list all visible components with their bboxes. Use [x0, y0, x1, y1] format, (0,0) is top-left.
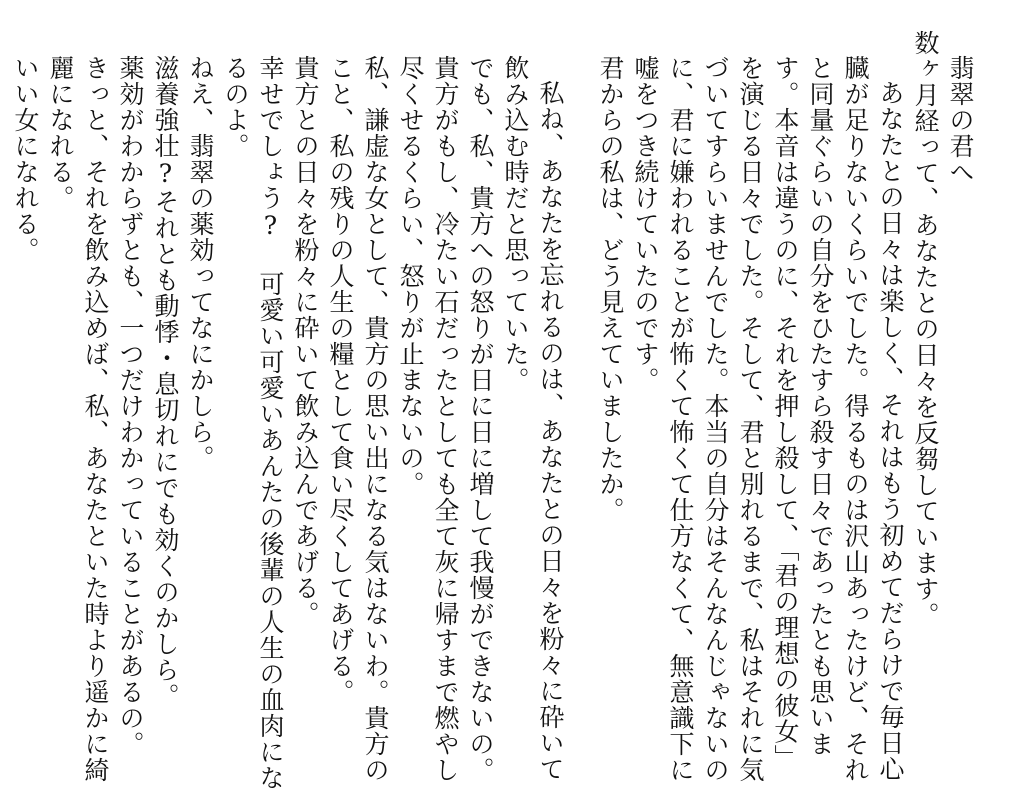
letter-line: あなたとの日々は楽しく、それはもう初めてだらけで毎日心	[876, 80, 905, 782]
letter-line: 尽くせるくらい、怒りが止まないの。	[396, 55, 425, 497]
letter-line: 嘘をつき続けていたのです。	[631, 55, 660, 393]
letter-line: 滋養強壮?それとも動悸・息切れにでも効くのかしら。	[151, 55, 180, 709]
letter-line: に、君に嫌われることが怖くて怖くて仕方なくて、無意識下に	[666, 55, 695, 783]
letter-line: と同量ぐらいの自分をひたすら殺す日々であったとも思いま	[806, 55, 835, 757]
letter-line: 貴方がもし、冷たい石だったとしても全て灰に帰すまで燃やし	[431, 55, 460, 783]
letter-line: 私ね、あなたを忘れるのは、あなたとの日々を粉々に砕いて	[536, 80, 565, 782]
letter-line: 薬効がわからずとも、一つだけわかっていることがあるの。	[116, 55, 145, 757]
letter-line: を演じる日々でした。そして、君と別れるまで、私はそれに気	[736, 55, 765, 783]
letter-line: 君からの私は、どう見えていましたか。	[596, 55, 625, 523]
letter-line: 幸せでしょう? 可愛い可愛いあんたの後輩の人生の血肉にな	[256, 55, 285, 791]
letter-line: 麗になれる。	[46, 55, 75, 211]
letter-line: でも、私、貴方への怒りが日に日に増して我慢ができないの。	[466, 55, 495, 783]
letter-line: 飲み込む時だと思っていた。	[501, 55, 530, 393]
letter-line: るのよ。	[221, 55, 250, 159]
letter-line: す。本音は違うのに、それを押し殺して、「君の理想の彼女」	[771, 55, 800, 771]
letter-line: いい女になれる。	[11, 55, 40, 263]
letter-line: 数ヶ月経って、あなたとの日々を反芻しています。	[911, 30, 940, 628]
letter-line: 私、謙虚な女として、貴方の思い出になる気はないわ。貴方の	[361, 55, 390, 783]
letter-line: こと、私の残りの人生の糧として食い尽くしてあげる。	[326, 55, 355, 705]
letter-line: 貴方との日々を粉々に砕いて飲み込んであげる。	[291, 55, 320, 627]
letter-title: 翡翠の君へ	[946, 55, 975, 185]
letter-line: ねえ、翡翠の薬効ってなにかしら。	[186, 55, 215, 471]
letter-line: きっと、それを飲み込めば、私、あなたといた時より遥かに綺	[81, 55, 110, 783]
letter-line: 臓が足りないくらいでした。得るものは沢山あったけど、それ	[841, 55, 870, 783]
letter-line: づいてすらいませんでした。本当の自分はそんなんじゃないの	[701, 55, 730, 783]
